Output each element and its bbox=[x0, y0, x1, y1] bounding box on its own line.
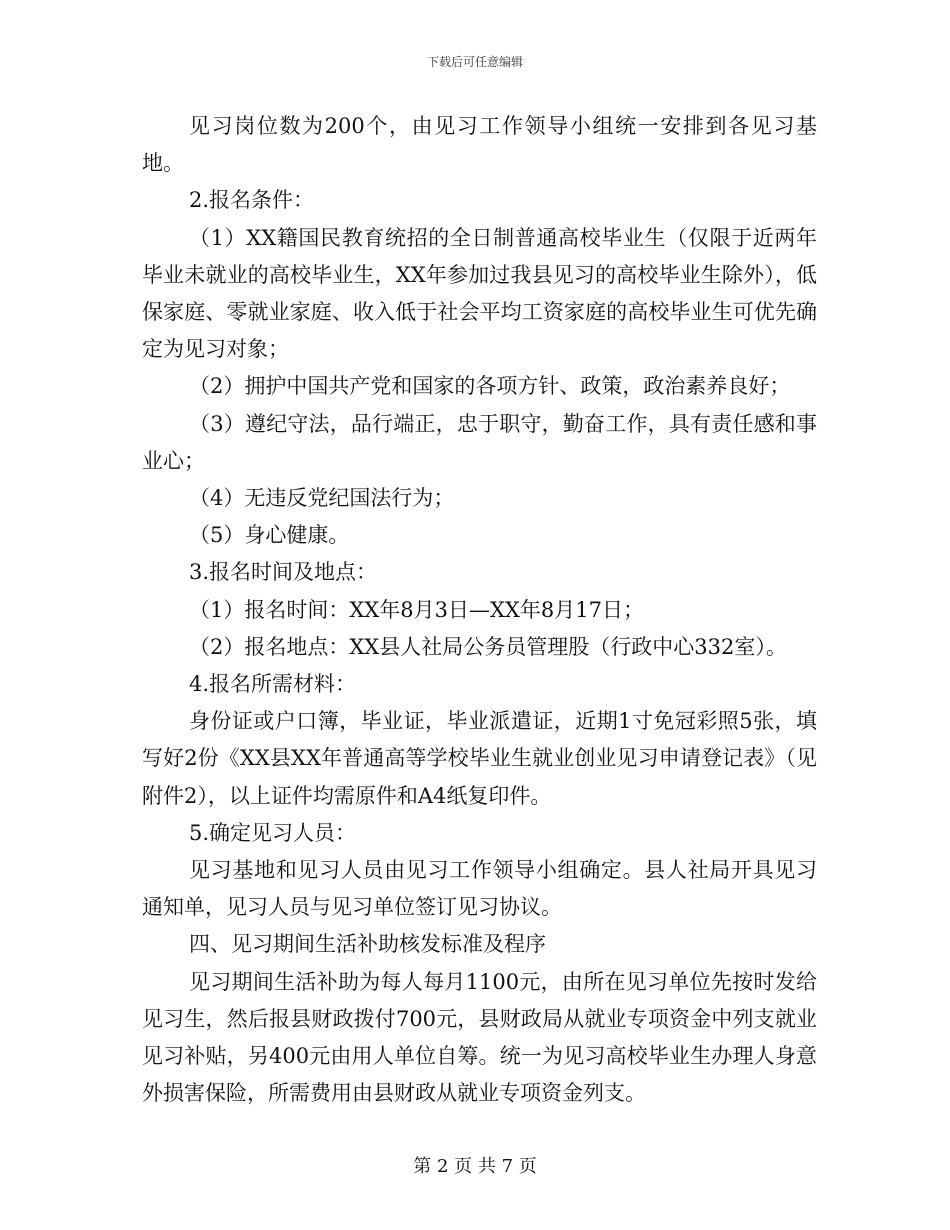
section-heading-subsidy: 四、见习期间生活补助核发标准及程序 bbox=[189, 932, 546, 957]
section-heading-time-place: 3.报名时间及地点： bbox=[189, 560, 378, 585]
requirement-item-4: （4）无违反党纪国法行为； bbox=[189, 486, 455, 511]
section-heading-materials: 4.报名所需材料： bbox=[189, 672, 357, 697]
paragraph-confirm-trainees: 见习基地和见习人员由见习工作领导小组确定。县人社局开具见习通知单，见习人员与见习单位签订见习协议。 bbox=[142, 858, 817, 920]
requirement-item-1: （1）XX籍国民教育统招的全日制普通高校毕业生（仅限于近两年毕业未就业的高校毕业生，XX年参加过我县见习的高校毕业生除外），低保家庭、零就业家庭、收入低于社会平均工资家庭的高校毕业生可优先确定为见习对象； bbox=[142, 225, 817, 362]
page-footer: 第 2 页 共 7 页 bbox=[413, 1156, 537, 1177]
section-heading-requirements: 2.报名条件： bbox=[189, 188, 315, 213]
paragraph-materials: 身份证或户口簿，毕业证，毕业派遣证，近期1寸免冠彩照5张，填写好2份《XX县XX年普通高等学校毕业生就业创业见习申请登记表》（见附件2），以上证件均需原件和A4纸复印件。 bbox=[142, 709, 817, 808]
page-header: 下载后可任意编辑 bbox=[426, 55, 523, 69]
section-heading-confirm-trainees: 5.确定见习人员： bbox=[189, 820, 357, 845]
requirement-item-5: （5）身心健康。 bbox=[189, 523, 350, 548]
requirement-item-2: （2）拥护中国共产党和国家的各项方针、政策，政治素养良好； bbox=[189, 374, 791, 399]
registration-place: （2）报名地点：XX县人社局公务员管理股（行政中心332室）。 bbox=[189, 634, 787, 659]
registration-time: （1）报名时间：XX年8月3日—XX年8月17日； bbox=[189, 597, 644, 622]
document-body bbox=[142, 108, 817, 1112]
requirement-item-3: （3）遵纪守法，品行端正，忠于职守，勤奋工作，具有责任感和事业心； bbox=[142, 411, 817, 473]
paragraph-subsidy: 见习期间生活补助为每人每月1100元，由所在见习单位先按时发给见习生，然后报县财政拨付700元，县财政局从就业专项资金中列支就业见习补贴，另400元由用人单位自筹。统一为见习高校毕业生办理人身意外损害保险，所需费用由县财政从就业专项资金列支。 bbox=[142, 969, 817, 1106]
paragraph-positions: 见习岗位数为200个，由见习工作领导小组统一安排到各见习基地。 bbox=[142, 114, 817, 176]
